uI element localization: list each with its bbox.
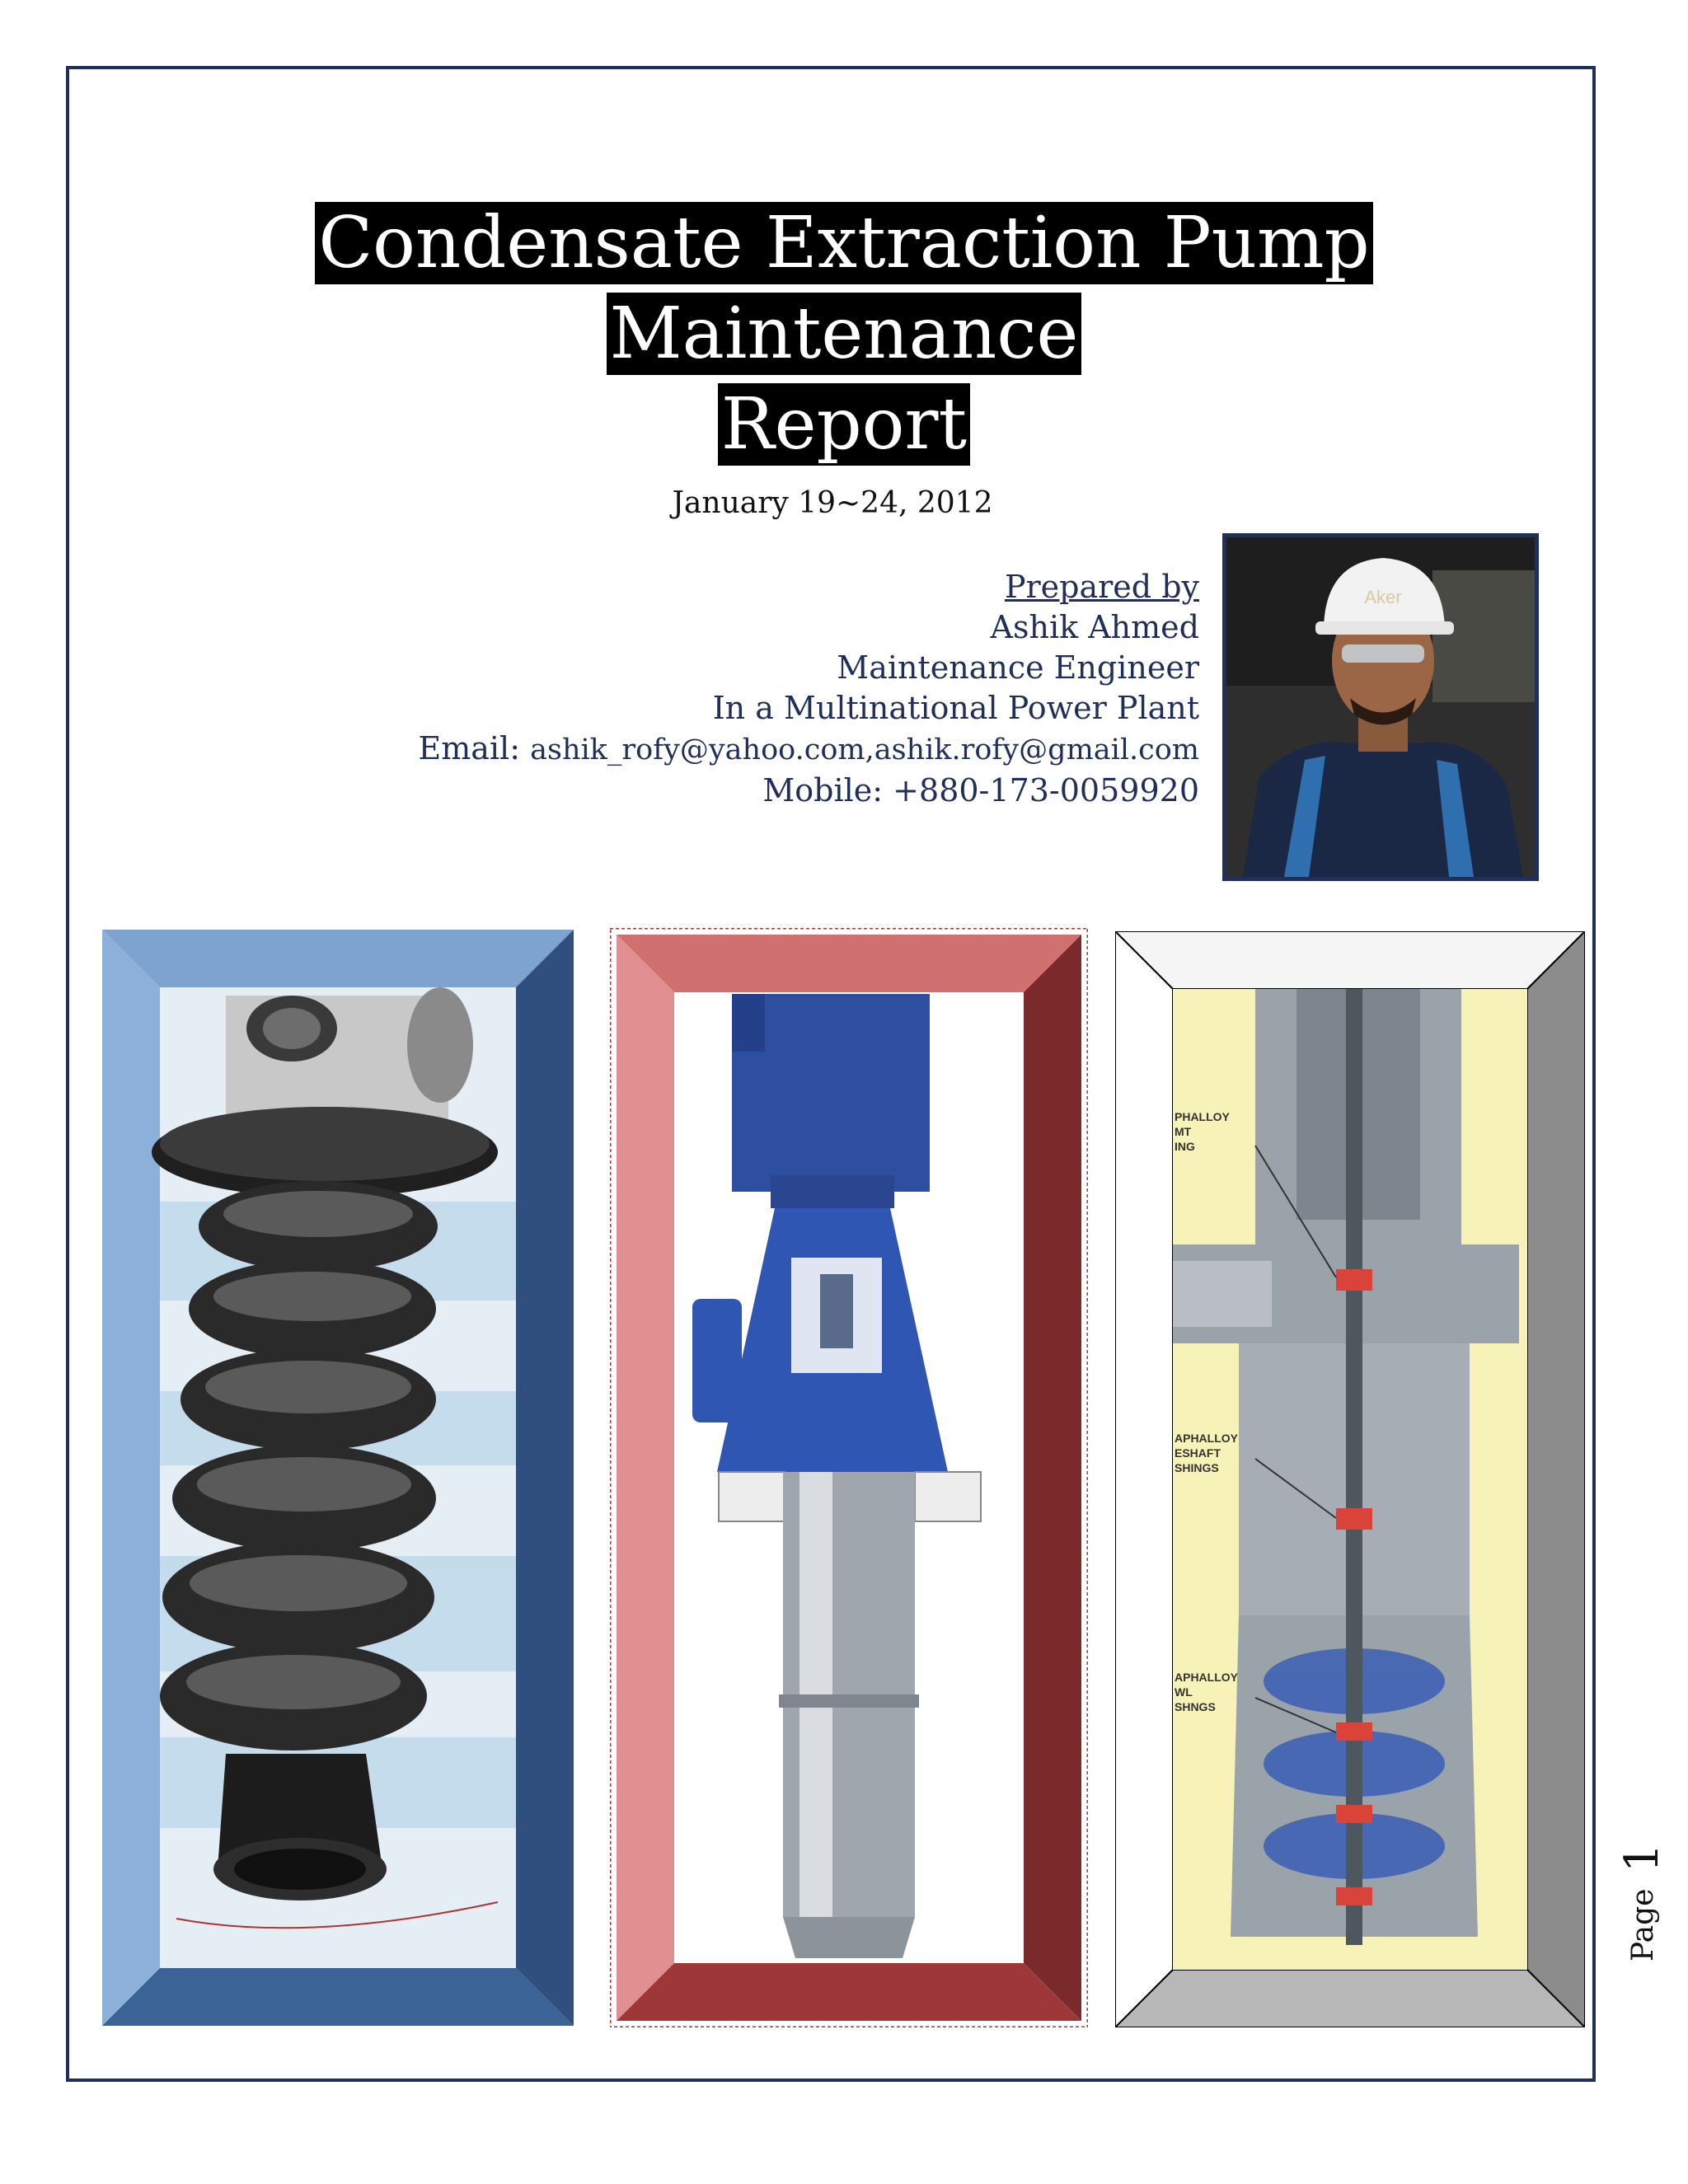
middle-image-frame [610,928,1088,2027]
report-date: January 19~24, 2012 [672,486,993,520]
callout-1-line1: PHALLOY [1175,1110,1230,1123]
callout-3-line3: SHNGS [1175,1700,1216,1713]
author-org: In a Multinational Power Plant [712,690,1199,726]
page-number-value: 1 [1615,1843,1669,1873]
callout-3-line2: WL [1175,1685,1193,1699]
page-number [1615,1843,1669,1961]
callout-2-line2: ESHAFT [1175,1446,1221,1460]
pump-assembly-photo [102,930,574,2026]
callout-2-line3: SHINGS [1175,1461,1219,1474]
title-line-2: Report [718,383,970,466]
pump-cross-section [1115,931,1585,2027]
callout-2-line1: APHALLOY [1175,1432,1238,1445]
email-line [412,729,1199,771]
email-value[interactable]: ashik_rofy@yahoo.com,ashik.rofy@gmail.com [530,733,1199,766]
engineer-photo-image [1226,537,1535,877]
title-line-1: Condensate Extraction Pump Maintenance [315,202,1372,375]
vertical-pump-drawing [610,928,1088,2027]
callout-3-line1: APHALLOY [1175,1671,1238,1684]
mobile-line: Mobile: +880-173-0059920 [762,772,1199,808]
svg-text:Aker: Aker [1364,587,1402,607]
right-image-frame [1115,931,1585,2027]
page-label: Page [1626,1888,1660,1961]
author-name: Ashik Ahmed [990,609,1199,645]
document-title [99,198,1589,470]
author-block [412,567,1199,811]
author-role: Maintenance Engineer [837,649,1199,686]
callout-1-line3: ING [1175,1140,1195,1153]
callout-1-line2: MT [1175,1125,1192,1138]
prepared-by-label: Prepared by [1004,569,1199,605]
email-label: Email: [418,730,521,766]
engineer-photo [1222,533,1539,881]
left-image-frame [102,930,574,2026]
